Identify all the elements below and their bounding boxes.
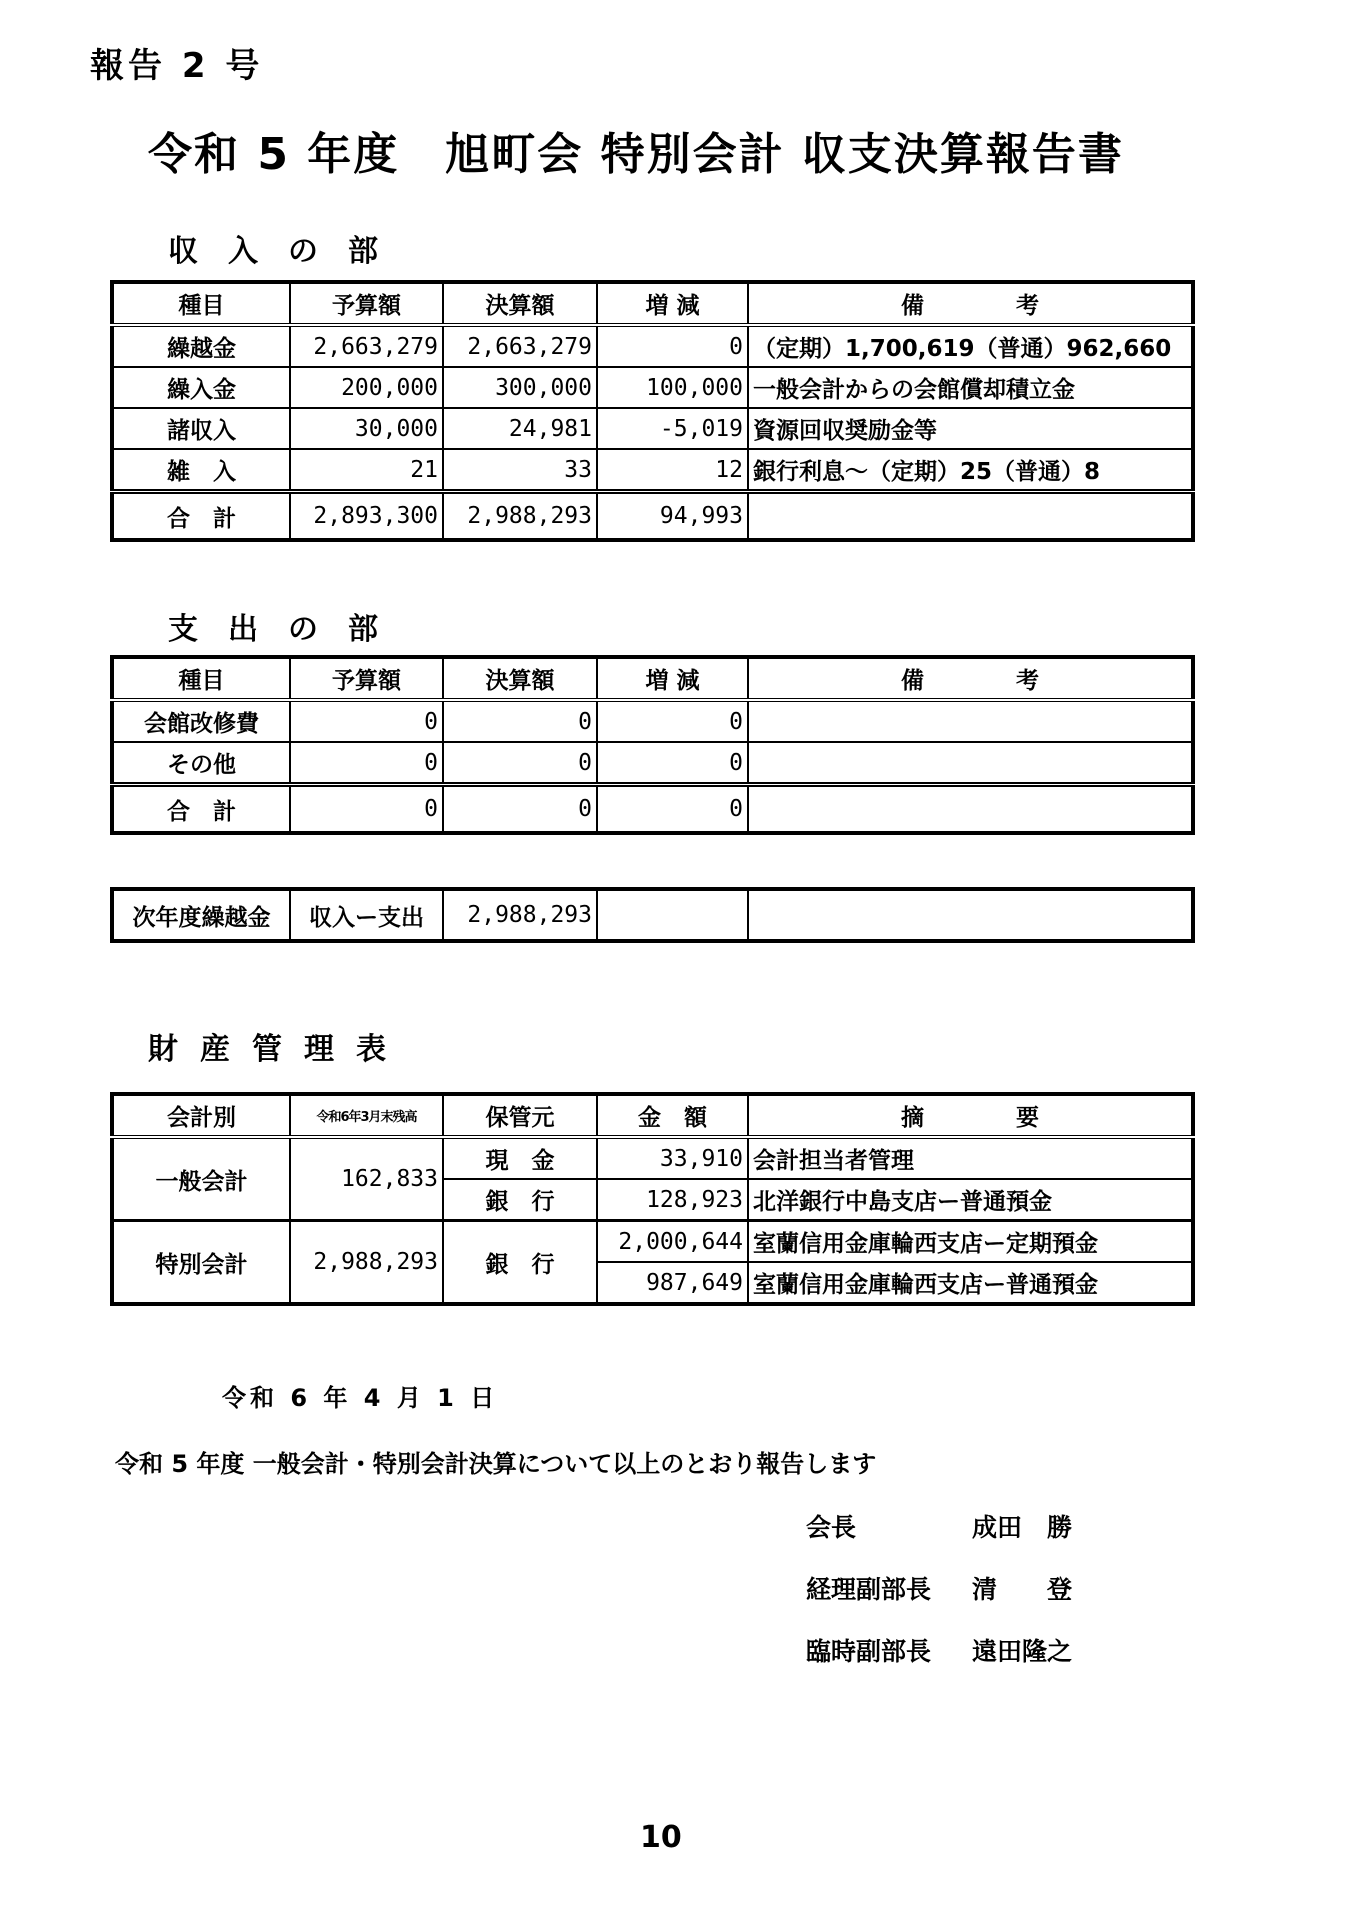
income-total-note [748, 492, 1193, 541]
expense-note [748, 742, 1193, 785]
income-actual: 2,663,279 [443, 325, 597, 367]
signature-line [806, 1632, 1072, 1668]
carryover-amount: 2,988,293 [443, 889, 597, 941]
expense-actual: 0 [443, 742, 597, 785]
income-header-row [112, 282, 1193, 325]
income-total-diff: 94,993 [597, 492, 748, 541]
assets-header-row [112, 1094, 1193, 1137]
special-place: 銀 行 [443, 1221, 597, 1305]
col-item: 種目 [112, 282, 290, 325]
expense-total-budget: 0 [290, 785, 443, 834]
income-item: 諸収入 [112, 408, 290, 449]
report-statement: 令和 5 年度 一般会計・特別会計決算について以上のとおり報告します [115, 1450, 877, 1478]
col-actual: 決算額 [443, 657, 597, 700]
income-total-row [112, 492, 1193, 541]
table-row [112, 1137, 1193, 1179]
col-balance: 令和6年3月末残高 [290, 1094, 443, 1137]
general-amount: 33,910 [597, 1137, 748, 1179]
income-heading: 収入の部 [168, 234, 408, 269]
col-budget: 予算額 [290, 282, 443, 325]
special-amount: 2,000,644 [597, 1221, 748, 1263]
income-note: 資源回収奨励金等 [748, 408, 1193, 449]
carryover-empty-cell [748, 889, 1193, 941]
expense-total-note [748, 785, 1193, 834]
signature-line [806, 1508, 1072, 1544]
col-amount: 金 額 [597, 1094, 748, 1137]
carryover-table [110, 887, 1195, 943]
income-note: 一般会計からの会館償却積立金 [748, 367, 1193, 408]
carryover-label: 次年度繰越金 [112, 889, 290, 941]
expense-total-row [112, 785, 1193, 834]
signature-role: 経理副部長 [806, 1575, 932, 1604]
income-budget: 30,000 [290, 408, 443, 449]
col-budget: 予算額 [290, 657, 443, 700]
income-item: 繰入金 [112, 367, 290, 408]
expense-total-label: 合 計 [112, 785, 290, 834]
expense-diff: 0 [597, 742, 748, 785]
income-item: 雑 入 [112, 449, 290, 492]
table-row [112, 742, 1193, 785]
col-note: 備 考 [748, 657, 1193, 700]
expense-diff: 0 [597, 700, 748, 742]
table-row [112, 449, 1193, 492]
expense-header-row [112, 657, 1193, 700]
general-amount: 128,923 [597, 1179, 748, 1221]
table-row [112, 325, 1193, 367]
expense-item: その他 [112, 742, 290, 785]
special-note: 室蘭信用金庫輪西支店ー普通預金 [748, 1262, 1193, 1304]
general-account: 一般会計 [112, 1137, 290, 1221]
income-total-actual: 2,988,293 [443, 492, 597, 541]
col-actual: 決算額 [443, 282, 597, 325]
special-balance: 2,988,293 [290, 1221, 443, 1305]
special-account: 特別会計 [112, 1221, 290, 1305]
income-note: （定期）1,700,619（普通）962,660 [748, 325, 1193, 367]
signature-role: 会長 [806, 1513, 857, 1542]
signature-role: 臨時副部長 [806, 1637, 932, 1666]
col-note: 備 考 [748, 282, 1193, 325]
income-actual: 300,000 [443, 367, 597, 408]
income-budget: 200,000 [290, 367, 443, 408]
general-note: 会計担当者管理 [748, 1137, 1193, 1179]
general-place: 銀 行 [443, 1179, 597, 1221]
expense-total-diff: 0 [597, 785, 748, 834]
general-balance: 162,833 [290, 1137, 443, 1221]
income-budget: 2,663,279 [290, 325, 443, 367]
table-row [112, 700, 1193, 742]
col-account: 会計別 [112, 1094, 290, 1137]
expense-item: 会館改修費 [112, 700, 290, 742]
expense-heading: 支出の部 [168, 612, 408, 647]
income-total-label: 合 計 [112, 492, 290, 541]
carryover-formula: 収入ー支出 [290, 889, 443, 941]
income-diff: 100,000 [597, 367, 748, 408]
col-diff: 増 減 [597, 657, 748, 700]
expense-actual: 0 [443, 700, 597, 742]
expense-table [110, 655, 1195, 835]
income-actual: 24,981 [443, 408, 597, 449]
special-note: 室蘭信用金庫輪西支店ー定期預金 [748, 1221, 1193, 1263]
report-number: 報告 2 号 [90, 46, 264, 86]
special-amount: 987,649 [597, 1262, 748, 1304]
col-item: 種目 [112, 657, 290, 700]
income-item: 繰越金 [112, 325, 290, 367]
carryover-empty-cell [597, 889, 748, 941]
table-row [112, 1221, 1193, 1263]
general-note: 北洋銀行中島支店ー普通預金 [748, 1179, 1193, 1221]
assets-table [110, 1092, 1195, 1306]
carryover-row [112, 889, 1193, 941]
signature-name: 清 登 [972, 1575, 1073, 1604]
col-summary: 摘 要 [748, 1094, 1193, 1137]
expense-budget: 0 [290, 700, 443, 742]
income-total-budget: 2,893,300 [290, 492, 443, 541]
income-diff: 12 [597, 449, 748, 492]
income-diff: 0 [597, 325, 748, 367]
expense-total-actual: 0 [443, 785, 597, 834]
col-diff: 増 減 [597, 282, 748, 325]
page-number: 10 [640, 1820, 682, 1855]
income-table [110, 280, 1195, 542]
income-note: 銀行利息～（定期）25（普通）8 [748, 449, 1193, 492]
general-place: 現 金 [443, 1137, 597, 1179]
assets-heading: 財産管理表 [148, 1032, 408, 1067]
col-place: 保管元 [443, 1094, 597, 1137]
expense-budget: 0 [290, 742, 443, 785]
table-row [112, 408, 1193, 449]
signature-line [806, 1570, 1072, 1606]
expense-note [748, 700, 1193, 742]
report-date: 令和 6 年 4 月 1 日 [222, 1384, 499, 1412]
income-actual: 33 [443, 449, 597, 492]
income-budget: 21 [290, 449, 443, 492]
table-row [112, 367, 1193, 408]
page-title: 令和 5 年度 旭町会 特別会計 収支決算報告書 [148, 129, 1124, 180]
income-diff: -5,019 [597, 408, 748, 449]
signature-name: 成田 勝 [972, 1513, 1073, 1542]
signature-name: 遠田隆之 [972, 1637, 1073, 1666]
